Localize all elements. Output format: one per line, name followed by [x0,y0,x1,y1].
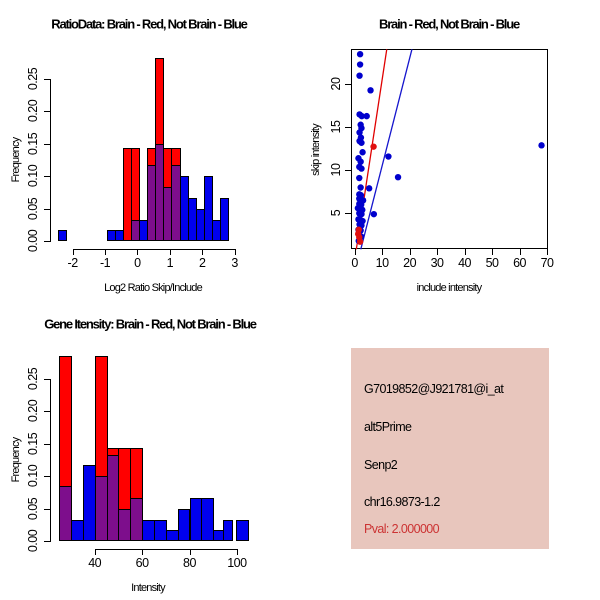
scatter-y-tick-label: 20 [329,77,343,91]
hist-ratio-x-axis-line [73,249,236,250]
hist-gene-x-tick [95,549,96,555]
scatter-x-tick [410,249,411,255]
hist-ratio-y-tick [44,176,50,177]
location-text: chr16.9873-1.2 [364,495,440,509]
hist-ratio-title: RatioData: Brain - Red, Not Brain - Blue [51,16,247,32]
scatter-x-tick [520,249,521,255]
scatter-xlabel: include intensity [416,282,482,294]
hist-gene-y-tick-label: 0.15 [26,432,40,455]
hist-gene-y-tick [44,509,50,510]
scatter-x-tick-label: 10 [375,256,389,270]
hist-gene-x-tick-label: 40 [88,556,102,570]
hist-ratio-x-tick-label: -2 [67,256,78,270]
hist-gene-ylabel: Frequency [10,437,22,483]
hist-gene-x-tick-label: 60 [135,556,149,570]
hist-ratio-y-tick-label: 0.05 [26,197,40,220]
hist-gene-blue-histogram-bar [236,520,249,541]
scatter-x-tick [492,249,493,255]
scatter-x-tick [465,249,466,255]
scatter-x-tick-label: 0 [351,256,358,270]
hist-gene-xlabel: Intensity [131,582,165,594]
scatter-plot-box [351,49,548,249]
info-panel [351,348,549,549]
hist-ratio-xlabel: Log2 Ratio Skip/Include [104,282,202,294]
scatter-y-tick-label: 5 [329,210,343,217]
hist-gene-y-tick-label: 0.10 [26,465,40,488]
hist-gene-x-axis-line [95,549,238,550]
scatter-x-tick [382,249,383,255]
scatter-x-tick [547,249,548,255]
hist-gene-x-tick-label: 80 [183,556,196,570]
hist-ratio-y-tick [44,111,50,112]
hist-ratio-x-tick [105,249,106,255]
hist-gene-y-tick-label: 0.05 [26,497,40,520]
hist-ratio-blue-histogram-bar [58,230,67,241]
hist-gene-y-tick [44,411,50,412]
hist-ratio-y-tick [44,144,50,145]
hist-ratio-y-tick-label: 0.25 [26,67,40,91]
hist-ratio-y-tick-label: 0.10 [26,165,40,188]
scatter-y-tick-label: 15 [329,120,343,134]
scatter-title: Brain - Red, Not Brain - Blue [379,16,519,32]
hist-gene-y-tick-label: 0.00 [26,529,40,553]
hist-gene-x-tick [237,549,238,555]
hist-gene-y-tick-label: 0.25 [26,367,40,391]
hist-ratio-x-tick [170,249,171,255]
hist-ratio-y-tick-label: 0.00 [26,229,40,253]
scatter-x-tick-label: 20 [403,256,417,270]
scatter-x-tick-label: 30 [430,256,444,270]
hist-gene-y-tick-label: 0.20 [26,400,40,423]
scatter-ylabel: skip intensity [310,124,322,176]
hist-gene-y-tick [44,541,50,542]
hist-gene-x-tick [142,549,143,555]
hist-gene-y-tick [44,379,50,380]
scatter-y-tick [345,127,351,128]
hist-ratio-y-axis-line [50,79,51,242]
hist-ratio-x-tick [202,249,203,255]
hist-ratio-x-tick-label: 1 [166,256,174,270]
scatter-x-tick-label: 60 [513,256,526,270]
scatter-y-tick-label: 10 [329,163,343,177]
scatter-x-tick-label: 70 [540,256,554,270]
scatter-x-tick-label: 50 [485,256,499,270]
hist-gene-y-tick [44,476,50,477]
hist-ratio-ylabel: Frequency [10,137,22,183]
scatter-x-tick-label: 40 [458,256,471,270]
hist-ratio-x-tick-label: 3 [231,256,238,270]
hist-gene-y-axis-line [50,379,51,542]
hist-ratio-x-tick [235,249,236,255]
hist-ratio-y-tick [44,241,50,242]
scatter-x-tick [355,249,356,255]
scatter-y-tick [345,170,351,171]
probe-id-text: G7019852@J921781@i_at [364,382,504,396]
hist-ratio-y-tick-label: 0.20 [26,100,40,123]
pval-text: Pval: 2.000000 [364,522,439,536]
hist-ratio-y-tick [44,209,50,210]
scatter-y-tick [345,84,351,85]
hist-ratio-y-tick [44,79,50,80]
hist-gene-title: Gene Itensity: Brain - Red, Not Brain - Blue [44,316,256,332]
hist-ratio-blue-histogram-bar [115,230,124,241]
hist-ratio-x-tick [137,249,138,255]
hist-ratio-x-tick [73,249,74,255]
hist-ratio-x-tick-label: 0 [134,256,141,270]
hist-gene-y-tick [44,444,50,445]
scatter-x-tick [437,249,438,255]
event-type-text: alt5Prime [364,420,412,434]
hist-gene-x-tick [190,549,191,555]
hist-ratio-blue-histogram-bar [220,198,229,241]
gene-name-text: Senp2 [364,458,398,472]
hist-gene-x-tick-label: 100 [227,556,247,570]
scatter-y-tick [345,213,351,214]
hist-ratio-y-tick-label: 0.15 [26,132,40,155]
hist-ratio-x-tick-label: 2 [198,256,206,270]
hist-gene-blue-histogram-bar [223,520,233,541]
hist-ratio-x-tick-label: -1 [99,256,111,270]
